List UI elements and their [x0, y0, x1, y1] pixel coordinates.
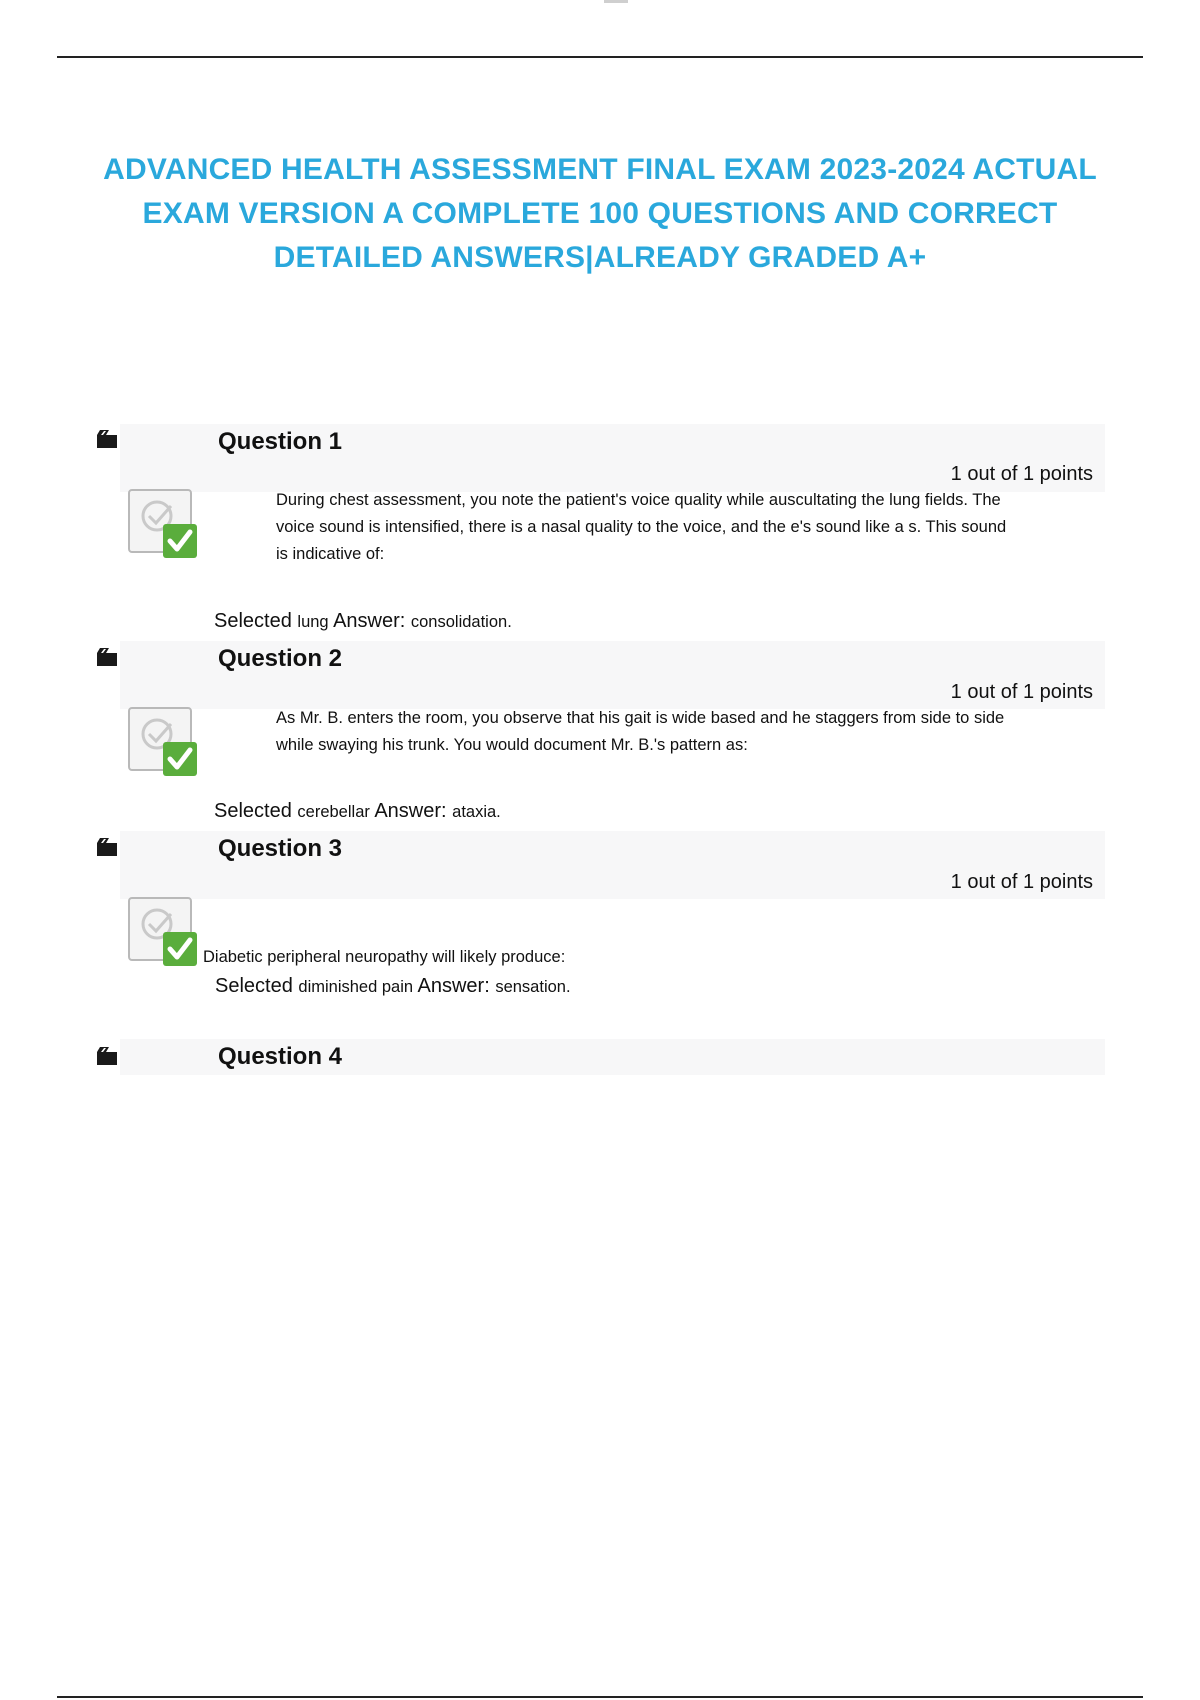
correct-check-icon [127, 488, 199, 560]
selected-label: Selected [214, 610, 292, 632]
document-title: ADVANCED HEALTH ASSESSMENT FINAL EXAM 2023-2024 ACTUAL EXAM VERSION A COMPLETE 100 QUESTIONS AND CORRECT DETAILED ANSWERS|ALREADY GRADED A+ [103, 153, 1097, 274]
question-1-title: Question 1 [218, 428, 343, 455]
answer-prefix: cerebellar [297, 803, 370, 821]
selected-label: Selected [214, 800, 292, 822]
flag-icon[interactable] [97, 648, 117, 666]
answer-prefix: diminished pain [298, 978, 414, 996]
correct-check-icon [127, 896, 199, 968]
answer-value: ataxia. [452, 803, 501, 821]
answer-label: Answer: [374, 800, 447, 822]
question-2-text: As Mr. B. enters the room, you observe that his gait is wide based and he staggers from side to side while swaying his trunk. You would document Mr. B.'s pattern as: [276, 709, 1005, 754]
footer-rule [57, 1696, 1143, 1698]
answer-prefix: lung [297, 613, 329, 631]
question-3-text: Diabetic peripheral neuropathy will likely produce: [203, 948, 566, 966]
answer-value: sensation. [495, 978, 571, 996]
correct-check-icon [127, 706, 199, 778]
selected-label: Selected [215, 975, 293, 997]
question-3-title: Question 3 [218, 835, 343, 862]
flag-icon[interactable] [97, 1047, 117, 1065]
flag-icon[interactable] [97, 838, 117, 856]
question-2-points: 1 out of 1 points [950, 681, 1093, 703]
question-1-points: 1 out of 1 points [950, 463, 1093, 485]
question-3-answer [215, 975, 571, 998]
page-top-mark [604, 0, 628, 3]
question-3-points: 1 out of 1 points [950, 871, 1093, 893]
answer-value: consolidation. [410, 613, 512, 631]
question-1-text: During chest assessment, you note the patient's voice quality while auscultating the lung fields. The voice sound is intensified, there is a nasal quality to the voice, and the e's sound like a s. This sound is indicative of: [276, 491, 1007, 563]
answer-label: Answer: [417, 975, 490, 997]
question-2-answer [214, 800, 501, 823]
flag-icon[interactable] [97, 430, 117, 448]
answer-label: Answer: [333, 610, 406, 632]
header-rule [57, 56, 1143, 58]
question-2-title: Question 2 [218, 645, 343, 672]
question-1-answer [214, 610, 512, 633]
question-4-title: Question 4 [218, 1043, 343, 1070]
